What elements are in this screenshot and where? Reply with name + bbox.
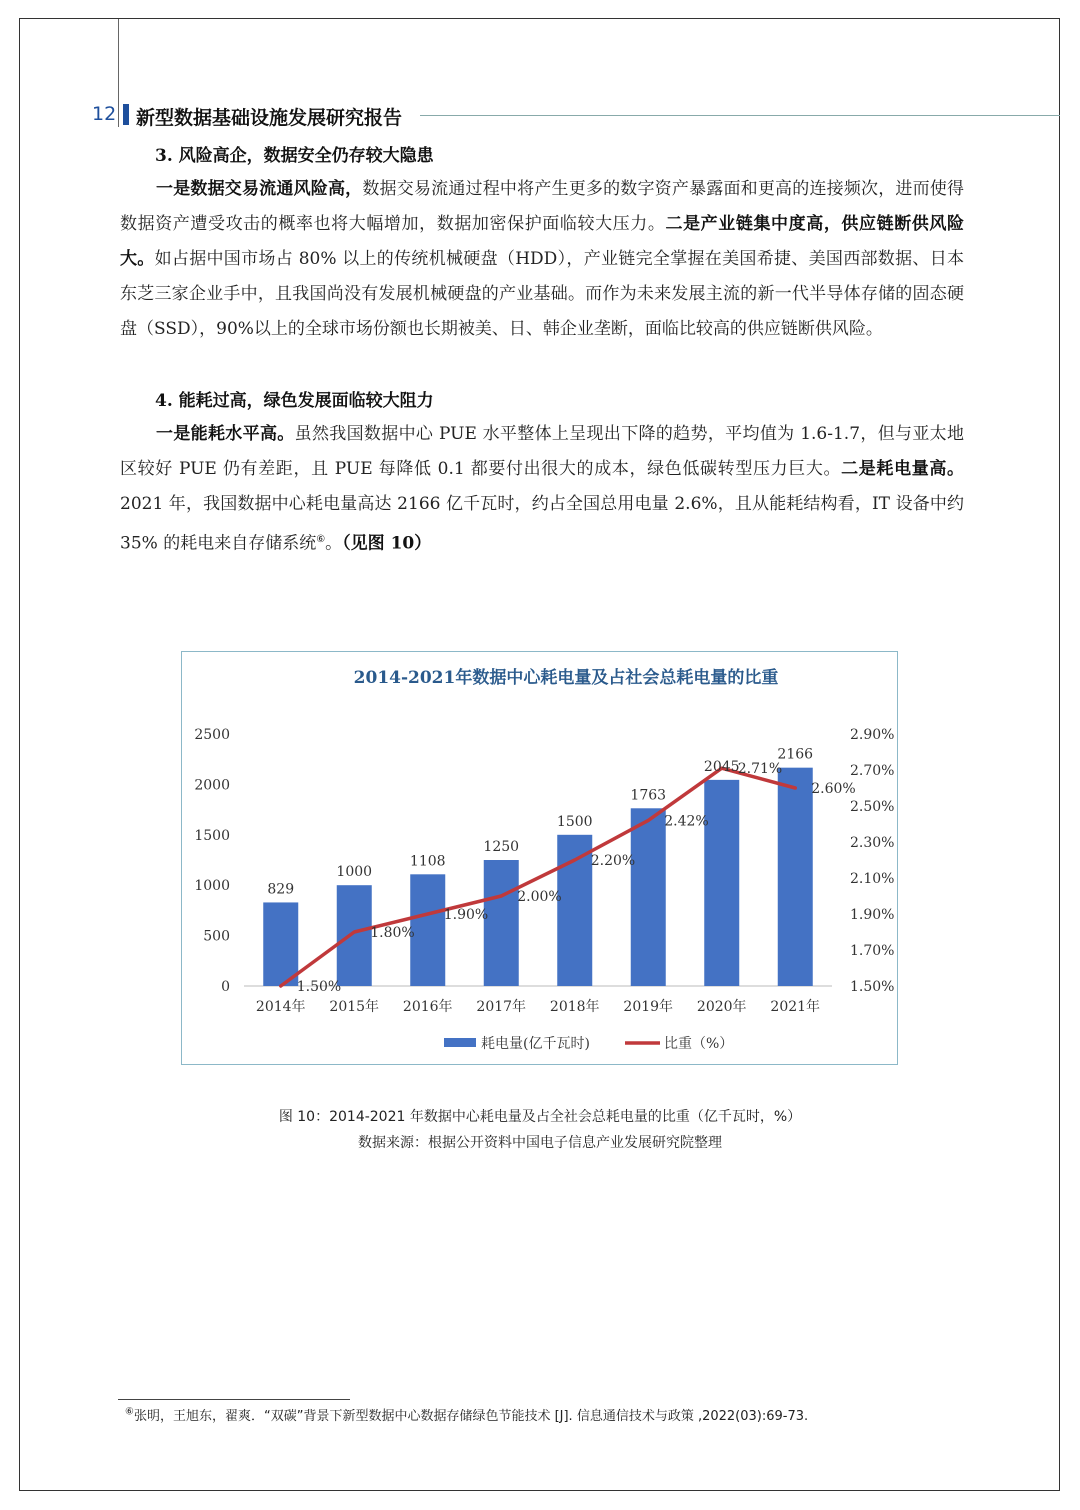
x-axis-tick-label: 2015年 [329,999,380,1015]
section-3-paragraph [120,172,964,347]
line-value-label: 2.20% [590,853,636,869]
right-axis-tick-label: 2.10% [850,871,895,887]
x-axis-tick-label: 2019年 [623,999,674,1015]
line-value-label: 2.71% [737,761,783,778]
line-value-label: 2.42% [664,813,709,830]
figure-caption: 图 10：2014-2021 年数据中心耗电量及占全社会总耗电量的比重（亿千瓦时，%） [278,1109,802,1125]
right-axis-tick-label: 2.30% [850,835,895,851]
left-axis-tick-label: 1000 [194,878,230,895]
running-header-title: 新型数据基础设施发展研究报告 [136,107,403,129]
bar [704,780,739,986]
footnote-rule [118,1399,350,1400]
x-axis-tick-label: 2014年 [255,999,306,1015]
header-accent-bar [123,104,129,125]
bold-lead: 二是产业链集中度高，供应链断供风险大。 [120,214,965,269]
bar [410,874,445,986]
right-axis-tick-label: 1.90% [850,907,895,923]
left-axis-tick-label: 1500 [194,827,230,844]
bar [778,768,813,986]
right-axis-tick-label: 2.70% [850,763,895,779]
bar [484,860,519,986]
left-axis-tick-label: 2000 [194,777,230,794]
footnote-mark: ⑥ [125,1406,134,1418]
legend-swatch-bar [444,1038,476,1047]
page-number: 12 [92,103,117,125]
x-axis-tick-label: 2017年 [476,999,527,1015]
chart-svg [182,652,896,1063]
line-value-label: 2.00% [517,889,562,905]
right-axis-tick-label: 2.90% [850,727,895,743]
legend-label-bar: 耗电量(亿千瓦时) [481,1036,590,1052]
chart-container [181,651,898,1065]
line-value-label: 1.50% [296,979,342,995]
left-axis-tick-label: 0 [221,979,230,995]
right-axis-tick-label: 1.70% [850,943,895,959]
body-text: 2021 年，我国数据中心耗电量高达 2166 亿千瓦时，约占全国总用电量 2.6%，且从能耗结构看，IT 设备中约 35% 的耗电来自存储系统 [120,494,964,554]
figure-source: 数据来源：根据公开资料中国电子信息产业发展研究院整理 [358,1135,722,1151]
bar-value-label: 829 [267,881,295,898]
bar-value-label: 1000 [336,864,373,881]
left-axis-tick-label: 500 [203,928,230,945]
x-axis-tick-label: 2020年 [696,999,747,1015]
line-value-label: 2.60% [811,781,856,797]
section-4-paragraph [120,417,964,562]
body-text: 虽然我国数据中心 PUE 水平整体上呈现出下降的趋势，平均值为 1.6-1.7，但与亚太地区较好 PUE 仍有差距，且 PUE 每降低 0.1 都要付出很大的成本，绿色低碳转型压力巨大。 [120,424,964,479]
bold-lead: 一是能耗水平高。 [156,424,295,444]
header-vertical-rule [118,19,119,127]
right-axis-tick-label: 1.50% [850,979,895,995]
legend-label-line: 比重（%） [664,1036,734,1052]
body-text: 数据交易流通过程中将产生更多的数字资产暴露面和更高的连接频次，进而使得数据资产遭受攻击的概率也将大幅增加，数据加密保护面临较大压力。 [120,179,965,234]
x-axis-tick-label: 2016年 [402,999,453,1015]
bold-lead: 一是数据交易流通风险高， [156,179,363,199]
footnote [125,1405,808,1424]
bar [631,808,666,986]
bar [337,885,372,986]
line-value-label: 1.80% [370,925,415,941]
line-value-label: 1.90% [443,907,489,923]
figure-reference: （见图 10） [342,533,432,554]
x-axis-tick-label: 2018年 [549,999,600,1015]
right-axis-tick-label: 2.50% [850,799,895,815]
bar-value-label: 2166 [777,746,814,763]
section-3-heading: 3. 风险高企，数据安全仍存较大隐患 [155,146,434,166]
header-horizontal-rule [420,115,1060,116]
footnote-text: 张明，王旭东，翟爽．“双碳”背景下新型数据中心数据存储绿色节能技术 [J]. 信息通信技术与政策 ,2022(03):69-73. [133,1409,809,1424]
body-text: 如占据中国市场占 80% 以上的传统机械硬盘（HDD），产业链完全掌握在美国希捷、美国西部数据、日本东芝三家企业手中，且我国尚没有发展机械硬盘的产业基础。而作为未来发展主流的新一代半导体存储的固态硬盘（SSD），90%以上的全球市场份额也长期被美、日、韩企业垄断，面临比较高的供应链断供风险。 [120,249,964,339]
x-axis-tick-label: 2021年 [770,999,821,1015]
bar [263,902,298,986]
footnote-marker: ⑥ [316,534,326,545]
bold-lead: 二是耗电量高。 [841,459,964,479]
bar-value-label: 1108 [409,853,446,870]
body-text: 。 [325,533,343,554]
chart-title: 2014-2021年数据中心耗电量及占社会总耗电量的比重 [353,668,779,688]
left-axis-tick-label: 2500 [194,727,230,743]
section-4-heading: 4. 能耗过高，绿色发展面临较大阻力 [155,391,434,411]
bar-value-label: 1250 [483,839,520,855]
bar-value-label: 1500 [556,813,593,830]
bar [557,835,592,986]
bar-value-label: 2045 [703,758,740,775]
bar-value-label: 1763 [630,787,667,804]
